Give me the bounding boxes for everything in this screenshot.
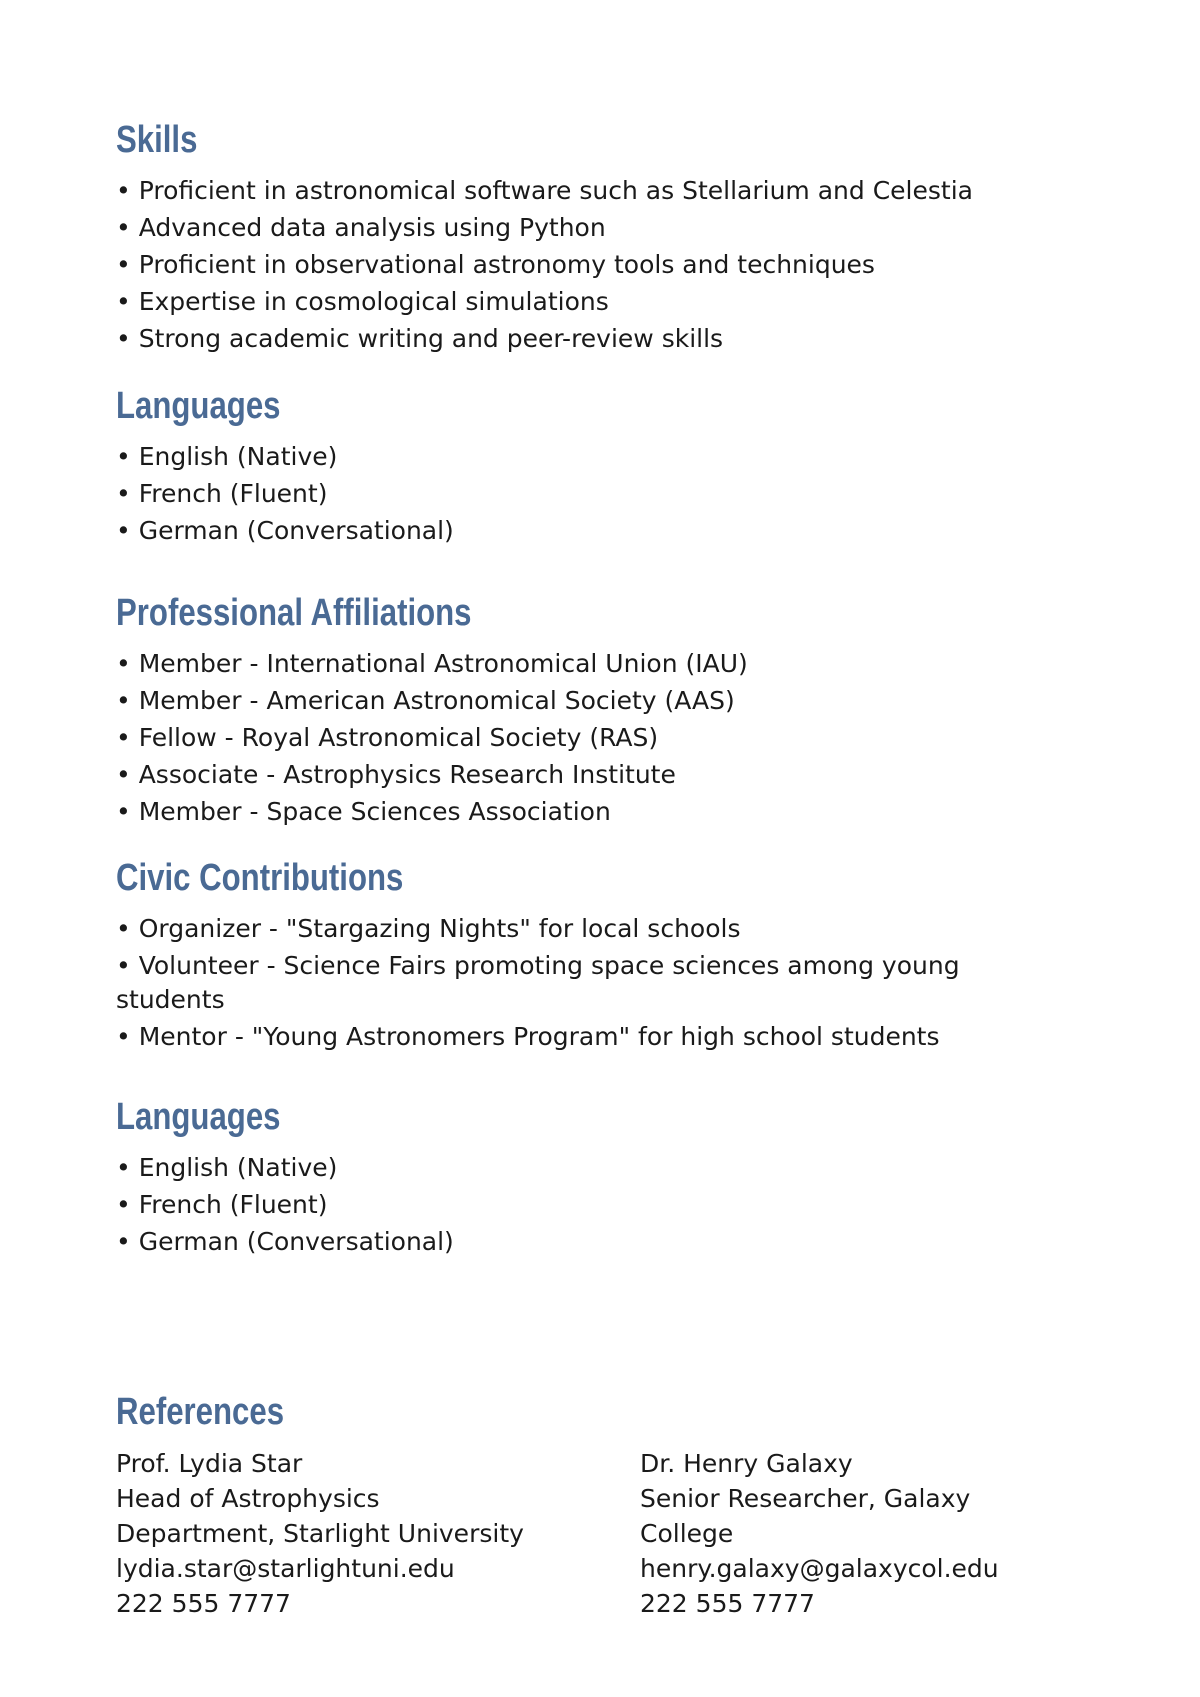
list-item: • French (Fluent) xyxy=(116,1188,1076,1222)
reference-name: Dr. Henry Galaxy xyxy=(640,1449,853,1478)
list-item: • Fellow - Royal Astronomical Society (RAS) xyxy=(116,721,1076,755)
list-item: • Advanced data analysis using Python xyxy=(116,211,1076,245)
skills-heading: Skills xyxy=(116,119,198,161)
civic-heading: Civic Contributions xyxy=(116,857,404,899)
list-item: • Member - International Astronomical Union (IAU) xyxy=(116,647,1076,681)
list-item: • Expertise in cosmological simulations xyxy=(116,285,1076,319)
list-item: • German (Conversational) xyxy=(116,1225,1076,1259)
list-item: • German (Conversational) xyxy=(116,514,1076,548)
reference-email: henry.galaxy@galaxycol.edu xyxy=(640,1554,999,1583)
list-item: • Proficient in observational astronomy tools and techniques xyxy=(116,248,1076,282)
reference-title: Department, Starlight University xyxy=(116,1519,524,1548)
list-item: • Associate - Astrophysics Research Institute xyxy=(116,758,1076,792)
reference-card xyxy=(116,1446,616,1621)
affiliations-heading: Professional Affiliations xyxy=(116,592,472,634)
list-item: • English (Native) xyxy=(116,440,1076,474)
affiliations-section xyxy=(116,591,1076,829)
skills-section xyxy=(116,118,1076,356)
languages-list xyxy=(116,440,1076,548)
reference-phone: 222 555 7777 xyxy=(640,1589,815,1618)
list-item: • Member - American Astronomical Society (AAS) xyxy=(116,684,1076,718)
list-item: • English (Native) xyxy=(116,1151,1076,1185)
skills-list xyxy=(116,174,1076,356)
reference-name: Prof. Lydia Star xyxy=(116,1449,303,1478)
languages-section xyxy=(116,384,1076,548)
references-heading: References xyxy=(116,1391,285,1433)
civic-section xyxy=(116,856,1076,1054)
reference-phone: 222 555 7777 xyxy=(116,1589,291,1618)
languages-heading: Languages xyxy=(116,1096,281,1138)
list-item: • French (Fluent) xyxy=(116,477,1076,511)
reference-title: Head of Astrophysics xyxy=(116,1484,380,1513)
reference-title: Senior Researcher, Galaxy xyxy=(640,1484,971,1513)
references-section xyxy=(116,1390,1076,1624)
list-item: • Member - Space Sciences Association xyxy=(116,795,1076,829)
reference-title: College xyxy=(640,1519,734,1548)
list-item: • Strong academic writing and peer-review skills xyxy=(116,322,1076,356)
list-item: • Organizer - "Stargazing Nights" for local schools xyxy=(116,912,1076,946)
languages-section-2 xyxy=(116,1095,1076,1259)
list-item: • Volunteer - Science Fairs promoting space sciences among young students xyxy=(116,949,1076,1017)
languages-list xyxy=(116,1151,1076,1259)
civic-list xyxy=(116,912,1076,1054)
references-grid xyxy=(116,1434,1076,1624)
reference-card xyxy=(640,1446,1070,1621)
affiliations-list xyxy=(116,647,1076,829)
languages-heading: Languages xyxy=(116,385,281,427)
list-item: • Mentor - "Young Astronomers Program" for high school students xyxy=(116,1020,1076,1054)
reference-email: lydia.star@starlightuni.edu xyxy=(116,1554,455,1583)
list-item: • Proficient in astronomical software such as Stellarium and Celestia xyxy=(116,174,1076,208)
